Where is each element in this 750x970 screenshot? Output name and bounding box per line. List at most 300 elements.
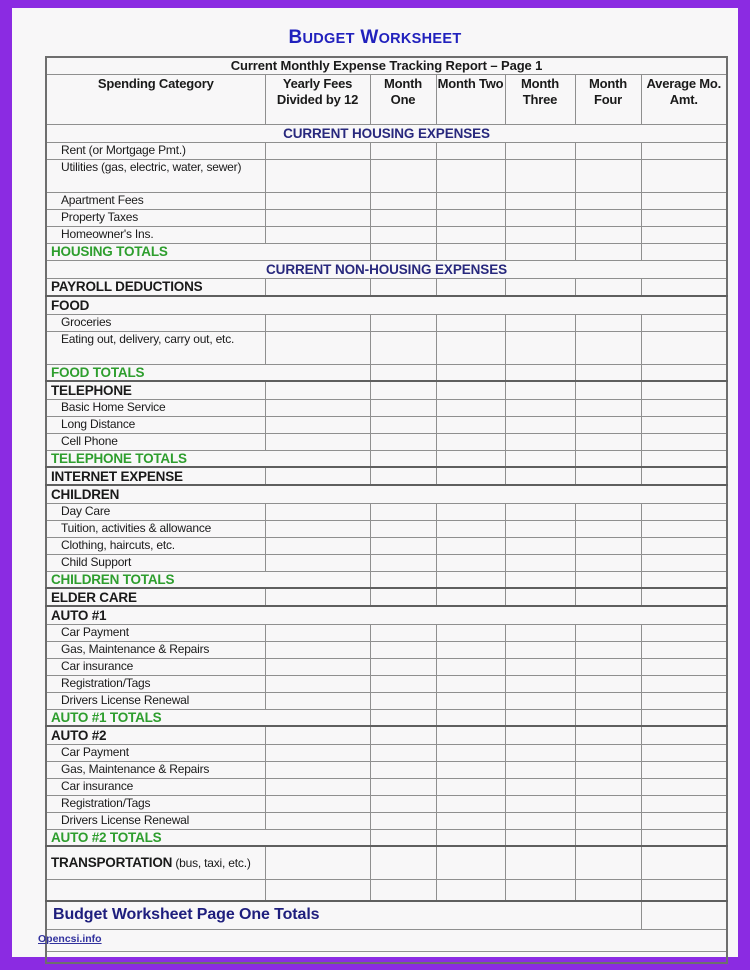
- empty-row: [46, 929, 727, 951]
- amount-cell: [370, 778, 436, 795]
- expense-row: [46, 624, 727, 641]
- amount-cell: [370, 641, 436, 658]
- amount-cell: [641, 142, 727, 159]
- watermark-link[interactable]: Opencsi.info: [38, 933, 102, 945]
- amount-cell: [436, 879, 505, 901]
- amount-cell: [641, 829, 727, 846]
- amount-cell: [370, 381, 436, 399]
- amount-cell: [575, 675, 641, 692]
- amount-cell: [641, 537, 727, 554]
- amount-cell: [505, 744, 575, 761]
- amount-cell: [370, 554, 436, 571]
- expense-row: [46, 416, 727, 433]
- amount-cell: [370, 726, 436, 744]
- amount-cell: [641, 520, 727, 537]
- amount-cell: [265, 761, 370, 778]
- amount-cell: [641, 433, 727, 450]
- amount-cell: [505, 675, 575, 692]
- amount-cell: [505, 537, 575, 554]
- amount-cell: [575, 467, 641, 485]
- amount-cell: [575, 450, 641, 467]
- totals-label-cell: AUTO #2 TOTALS: [46, 829, 370, 846]
- amount-cell: [370, 761, 436, 778]
- amount-cell: [641, 879, 727, 901]
- amount-cell: [505, 331, 575, 364]
- expense-row: [46, 761, 727, 778]
- expense-row: [46, 433, 727, 450]
- amount-cell: [505, 503, 575, 520]
- amount-cell: [505, 450, 575, 467]
- amount-cell: [505, 588, 575, 606]
- column-header: Month Four: [575, 74, 641, 124]
- amount-cell: [265, 416, 370, 433]
- amount-cell: [575, 192, 641, 209]
- totals-label-cell: TELEPHONE TOTALS: [46, 450, 370, 467]
- amount-cell: [575, 520, 641, 537]
- expense-row: [46, 554, 727, 571]
- expense-label-cell: Clothing, haircuts, etc.: [46, 537, 265, 554]
- expense-row: [46, 692, 727, 709]
- expense-row: [46, 812, 727, 829]
- category-cell: CHILDREN: [46, 485, 727, 503]
- amount-cell: [370, 829, 436, 846]
- amount-cell: [575, 761, 641, 778]
- amount-cell: [575, 588, 641, 606]
- amount-cell: [575, 624, 641, 641]
- category-row: [46, 467, 727, 485]
- amount-cell: [641, 744, 727, 761]
- amount-cell: [575, 243, 641, 260]
- amount-cell: [265, 503, 370, 520]
- amount-cell: [505, 159, 575, 192]
- amount-cell: [265, 554, 370, 571]
- amount-cell: [505, 761, 575, 778]
- expense-label-cell: Registration/Tags: [46, 795, 265, 812]
- grand-total-row: [46, 901, 727, 929]
- amount-cell: [505, 142, 575, 159]
- amount-cell: [575, 829, 641, 846]
- amount-cell: [641, 692, 727, 709]
- category-suffix: (bus, taxi, etc.): [172, 856, 251, 871]
- empty-row: [46, 879, 727, 901]
- empty-cell: [46, 951, 727, 963]
- expense-label-cell: Registration/Tags: [46, 675, 265, 692]
- category-cell: TRANSPORTATION (bus, taxi, etc.): [46, 846, 265, 879]
- amount-cell: [370, 571, 436, 588]
- expense-row: [46, 537, 727, 554]
- expense-label-cell: Basic Home Service: [46, 399, 265, 416]
- amount-cell: [641, 226, 727, 243]
- expense-row: [46, 778, 727, 795]
- amount-cell: [641, 812, 727, 829]
- amount-cell: [575, 331, 641, 364]
- amount-cell: [505, 467, 575, 485]
- amount-cell: [505, 520, 575, 537]
- amount-cell: [436, 537, 505, 554]
- amount-cell: [436, 846, 505, 879]
- amount-cell: [436, 571, 505, 588]
- amount-cell: [575, 142, 641, 159]
- amount-cell: [370, 159, 436, 192]
- amount-cell: [575, 726, 641, 744]
- column-header: Spending Category: [46, 74, 265, 124]
- amount-cell: [370, 503, 436, 520]
- amount-cell: [370, 812, 436, 829]
- amount-cell: [505, 399, 575, 416]
- amount-cell: [505, 278, 575, 296]
- budget-table: [45, 56, 728, 964]
- amount-cell: [575, 278, 641, 296]
- amount-cell: [575, 795, 641, 812]
- expense-label-cell: Apartment Fees: [46, 192, 265, 209]
- amount-cell: [505, 624, 575, 641]
- amount-cell: [641, 778, 727, 795]
- column-header: Month One: [370, 74, 436, 124]
- amount-cell: [505, 812, 575, 829]
- amount-cell: [436, 226, 505, 243]
- amount-cell: [436, 399, 505, 416]
- expense-label-cell: Gas, Maintenance & Repairs: [46, 761, 265, 778]
- totals-row: [46, 829, 727, 846]
- amount-cell: [575, 381, 641, 399]
- amount-cell: [265, 726, 370, 744]
- category-cell: ELDER CARE: [46, 588, 265, 606]
- amount-cell: [370, 364, 436, 381]
- amount-cell: [505, 641, 575, 658]
- amount-cell: [436, 658, 505, 675]
- amount-cell: [505, 314, 575, 331]
- empty-row: [46, 951, 727, 963]
- amount-cell: [641, 641, 727, 658]
- expense-row: [46, 331, 727, 364]
- totals-label-cell: FOOD TOTALS: [46, 364, 370, 381]
- amount-cell: [265, 675, 370, 692]
- expense-label-cell: Car Payment: [46, 744, 265, 761]
- report-title: Current Monthly Expense Tracking Report – Page 1: [46, 57, 727, 74]
- amount-cell: [370, 331, 436, 364]
- amount-cell: [436, 433, 505, 450]
- amount-cell: [265, 658, 370, 675]
- column-header: Month Three: [505, 74, 575, 124]
- amount-cell: [575, 658, 641, 675]
- column-header: Yearly Fees Divided by 12: [265, 74, 370, 124]
- expense-label-cell: Car insurance: [46, 778, 265, 795]
- section-header-row: [46, 124, 727, 142]
- amount-cell: [575, 399, 641, 416]
- expense-label-cell: Eating out, delivery, carry out, etc.: [46, 331, 265, 364]
- amount-cell: [641, 364, 727, 381]
- amount-cell: [641, 192, 727, 209]
- amount-cell: [505, 658, 575, 675]
- amount-cell: [505, 433, 575, 450]
- amount-cell: [370, 879, 436, 901]
- amount-cell: [575, 209, 641, 226]
- expense-label-cell: Cell Phone: [46, 433, 265, 450]
- totals-row: [46, 243, 727, 260]
- amount-cell: [436, 278, 505, 296]
- amount-cell: [436, 159, 505, 192]
- amount-cell: [265, 314, 370, 331]
- amount-cell: [575, 812, 641, 829]
- amount-cell: [575, 846, 641, 879]
- amount-cell: [370, 846, 436, 879]
- amount-cell: [436, 778, 505, 795]
- expense-label-cell: Groceries: [46, 314, 265, 331]
- amount-cell: [505, 709, 575, 726]
- expense-row: [46, 192, 727, 209]
- amount-cell: [641, 416, 727, 433]
- amount-cell: [265, 778, 370, 795]
- amount-cell: [370, 658, 436, 675]
- category-row: [46, 296, 727, 314]
- amount-cell: [505, 381, 575, 399]
- amount-cell: [370, 709, 436, 726]
- amount-cell: [370, 433, 436, 450]
- amount-cell: [641, 159, 727, 192]
- amount-cell: [370, 675, 436, 692]
- amount-cell: [370, 795, 436, 812]
- expense-row: [46, 520, 727, 537]
- amount-cell: [575, 641, 641, 658]
- amount-cell: [370, 192, 436, 209]
- amount-cell: [575, 364, 641, 381]
- amount-cell: [370, 537, 436, 554]
- amount-cell: [641, 450, 727, 467]
- expense-row: [46, 314, 727, 331]
- category-row: [46, 726, 727, 744]
- amount-cell: [575, 503, 641, 520]
- amount-cell: [370, 209, 436, 226]
- totals-row: [46, 571, 727, 588]
- amount-cell: [436, 675, 505, 692]
- amount-cell: [370, 520, 436, 537]
- amount-cell: [370, 243, 436, 260]
- amount-cell: [641, 846, 727, 879]
- amount-cell: [265, 588, 370, 606]
- amount-cell: [641, 795, 727, 812]
- section-header-row: [46, 260, 727, 278]
- amount-cell: [265, 692, 370, 709]
- amount-cell: [370, 624, 436, 641]
- amount-cell: [370, 588, 436, 606]
- amount-cell: [505, 192, 575, 209]
- category-cell: INTERNET EXPENSE: [46, 467, 265, 485]
- amount-cell: [436, 503, 505, 520]
- category-row: [46, 588, 727, 606]
- category-cell: AUTO #2: [46, 726, 265, 744]
- amount-cell: [641, 314, 727, 331]
- amount-cell: [436, 641, 505, 658]
- amount-cell: [265, 641, 370, 658]
- category-row: [46, 278, 727, 296]
- section-header-cell: CURRENT HOUSING EXPENSES: [46, 124, 727, 142]
- amount-cell: [436, 588, 505, 606]
- amount-cell: [46, 879, 265, 901]
- amount-cell: [575, 709, 641, 726]
- amount-cell: [575, 537, 641, 554]
- category-row: [46, 485, 727, 503]
- expense-label-cell: Homeowner's Ins.: [46, 226, 265, 243]
- expense-row: [46, 142, 727, 159]
- amount-cell: [641, 709, 727, 726]
- expense-row: [46, 641, 727, 658]
- amount-cell: [436, 812, 505, 829]
- amount-cell: [265, 381, 370, 399]
- amount-cell: [436, 692, 505, 709]
- amount-cell: [505, 571, 575, 588]
- amount-cell: [265, 331, 370, 364]
- amount-cell: [265, 795, 370, 812]
- amount-cell: [641, 571, 727, 588]
- amount-cell: [436, 467, 505, 485]
- amount-cell: [575, 416, 641, 433]
- amount-cell: [370, 314, 436, 331]
- amount-cell: [265, 278, 370, 296]
- amount-cell: [575, 433, 641, 450]
- amount-cell: [436, 744, 505, 761]
- amount-cell: [641, 209, 727, 226]
- amount-cell: [265, 433, 370, 450]
- expense-row: [46, 399, 727, 416]
- amount-cell: [505, 846, 575, 879]
- category-cell: FOOD: [46, 296, 727, 314]
- amount-cell: [641, 624, 727, 641]
- amount-cell: [641, 243, 727, 260]
- amount-cell: [436, 795, 505, 812]
- amount-cell: [436, 142, 505, 159]
- amount-cell: [265, 226, 370, 243]
- amount-cell: [436, 364, 505, 381]
- amount-cell: [370, 467, 436, 485]
- expense-row: [46, 744, 727, 761]
- expense-label-cell: Drivers License Renewal: [46, 812, 265, 829]
- amount-cell: [505, 829, 575, 846]
- amount-cell: [370, 399, 436, 416]
- expense-label-cell: Property Taxes: [46, 209, 265, 226]
- expense-row: [46, 209, 727, 226]
- amount-cell: [575, 571, 641, 588]
- amount-cell: [436, 829, 505, 846]
- amount-cell: [436, 726, 505, 744]
- amount-cell: [370, 450, 436, 467]
- amount-cell: [505, 226, 575, 243]
- grand-total-label-cell: Budget Worksheet Page One Totals: [46, 901, 641, 929]
- amount-cell: [370, 278, 436, 296]
- column-header: Month Two: [436, 74, 505, 124]
- amount-cell: [436, 520, 505, 537]
- amount-cell: [265, 537, 370, 554]
- amount-cell: [575, 879, 641, 901]
- amount-cell: [436, 381, 505, 399]
- amount-cell: [641, 331, 727, 364]
- totals-label-cell: CHILDREN TOTALS: [46, 571, 370, 588]
- amount-cell: [436, 450, 505, 467]
- expense-label-cell: Car Payment: [46, 624, 265, 641]
- totals-row: [46, 450, 727, 467]
- expense-label-cell: Drivers License Renewal: [46, 692, 265, 709]
- amount-cell: [575, 778, 641, 795]
- amount-cell: [436, 314, 505, 331]
- amount-cell: [505, 554, 575, 571]
- amount-cell: [641, 278, 727, 296]
- amount-cell: [265, 812, 370, 829]
- column-header: Average Mo. Amt.: [641, 74, 727, 124]
- amount-cell: [641, 658, 727, 675]
- amount-cell: [265, 624, 370, 641]
- category-cell: TELEPHONE: [46, 381, 265, 399]
- category-cell: AUTO #1: [46, 606, 727, 624]
- amount-cell: [641, 588, 727, 606]
- amount-cell: [505, 795, 575, 812]
- amount-cell: [641, 554, 727, 571]
- amount-cell: [265, 209, 370, 226]
- amount-cell: [436, 416, 505, 433]
- totals-label-cell: HOUSING TOTALS: [46, 243, 370, 260]
- amount-cell: [505, 243, 575, 260]
- expense-label-cell: Long Distance: [46, 416, 265, 433]
- amount-cell: [265, 467, 370, 485]
- amount-cell: [641, 675, 727, 692]
- amount-cell: [370, 226, 436, 243]
- amount-cell: [265, 520, 370, 537]
- amount-cell: [436, 709, 505, 726]
- totals-label-cell: AUTO #1 TOTALS: [46, 709, 370, 726]
- expense-label-cell: Gas, Maintenance & Repairs: [46, 641, 265, 658]
- amount-cell: [370, 142, 436, 159]
- amount-cell: [575, 744, 641, 761]
- amount-cell: [436, 554, 505, 571]
- amount-cell: [265, 399, 370, 416]
- amount-cell: [370, 416, 436, 433]
- amount-cell: [265, 846, 370, 879]
- amount-cell: [505, 416, 575, 433]
- amount-cell: [641, 726, 727, 744]
- totals-row: [46, 709, 727, 726]
- amount-cell: [436, 761, 505, 778]
- amount-cell: [641, 503, 727, 520]
- amount-cell: [436, 243, 505, 260]
- column-header-row: [46, 74, 727, 124]
- amount-cell: [641, 761, 727, 778]
- amount-cell: [575, 314, 641, 331]
- amount-cell: [265, 879, 370, 901]
- amount-cell: [265, 744, 370, 761]
- expense-label-cell: Rent (or Mortgage Pmt.): [46, 142, 265, 159]
- amount-cell: [436, 209, 505, 226]
- expense-label-cell: Child Support: [46, 554, 265, 571]
- empty-cell: [46, 929, 727, 951]
- expense-label-cell: Utilities (gas, electric, water, sewer): [46, 159, 265, 192]
- expense-row: [46, 675, 727, 692]
- expense-row: [46, 159, 727, 192]
- expense-row: [46, 795, 727, 812]
- expense-row: [46, 658, 727, 675]
- amount-cell: [505, 364, 575, 381]
- section-header-cell: CURRENT NON-HOUSING EXPENSES: [46, 260, 727, 278]
- category-row: [46, 846, 727, 879]
- amount-cell: [436, 624, 505, 641]
- amount-cell: [265, 159, 370, 192]
- expense-row: [46, 226, 727, 243]
- expense-label-cell: Tuition, activities & allowance: [46, 520, 265, 537]
- amount-cell: [505, 209, 575, 226]
- expense-label-cell: Day Care: [46, 503, 265, 520]
- category-cell: PAYROLL DEDUCTIONS: [46, 278, 265, 296]
- amount-cell: [370, 744, 436, 761]
- category-row: [46, 606, 727, 624]
- amount-cell: [575, 692, 641, 709]
- amount-cell: [505, 726, 575, 744]
